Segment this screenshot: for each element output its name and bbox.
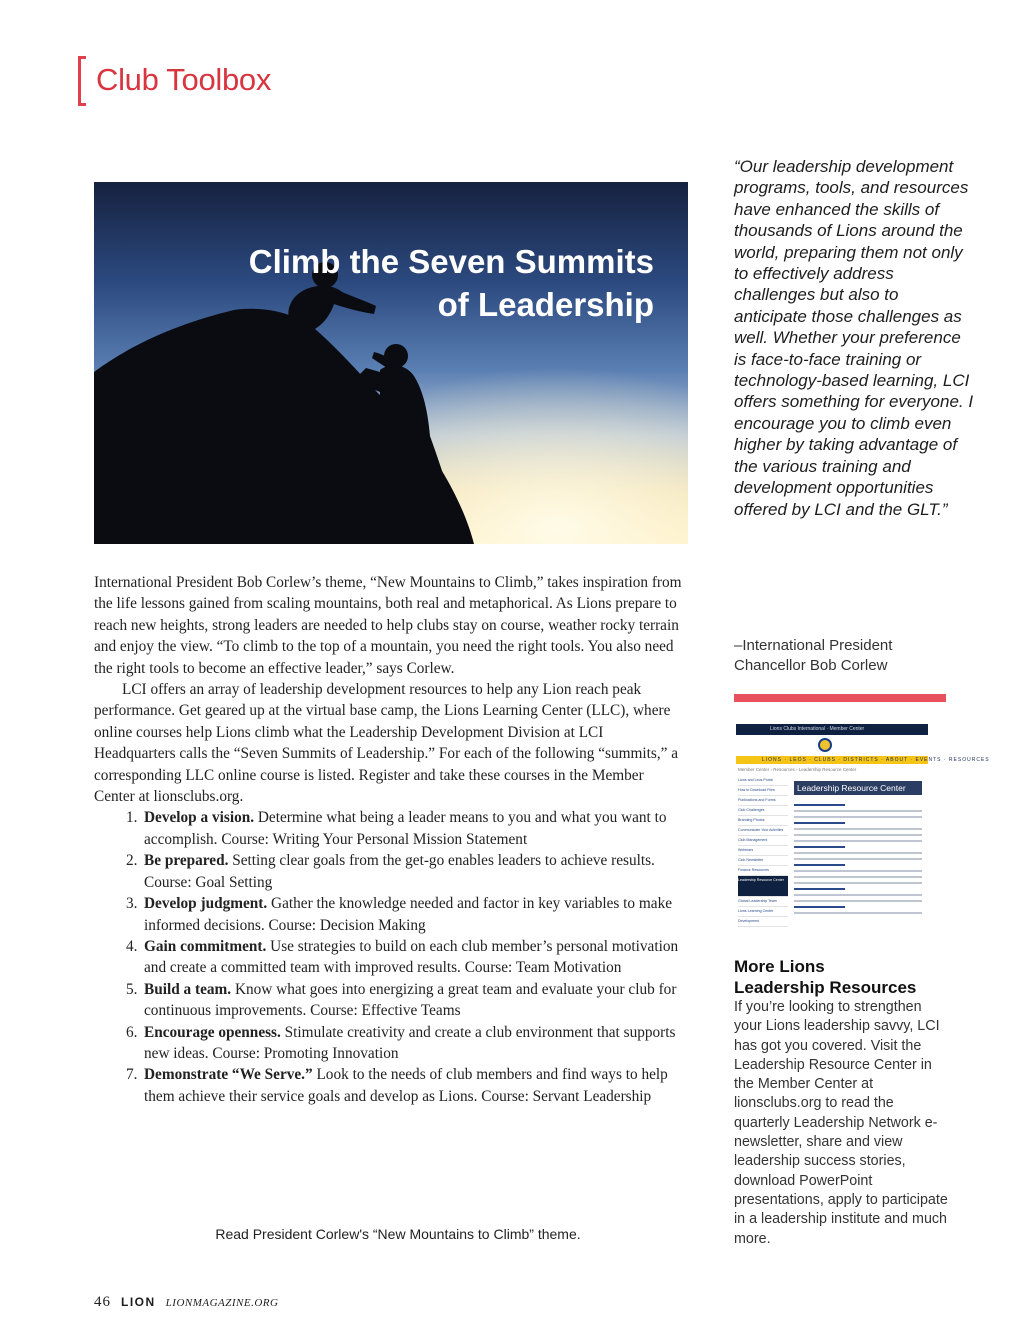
summit-text: Look to the needs of club members and find ways to help them achieve their service goals and develop as Lions. Course: Servant Leadership (144, 1066, 668, 1105)
summit-title: Be prepared. (144, 852, 229, 870)
screenshot-content (794, 804, 922, 918)
article-paragraph-2: LCI offers an array of leadership development resources to help any Lion reach peak performance. Get geared up at the virtual base camp, the Lions Learning Center (LLC), where online courses help Lions climb what the Leadership Development Division at LCI Headquarters calls the “Seven Summits of Leadership.” For each of the following “summits,” a corresponding LLC online course is listed. Register and take these courses in the Member Center at lionsclubs.org. (94, 681, 679, 806)
attribution-line-1: –International President (734, 637, 893, 654)
website-screenshot (736, 724, 990, 924)
section-title: Club Toolbox (96, 62, 272, 97)
quote-attribution (734, 636, 964, 675)
summit-title: Develop a vision. (144, 809, 255, 827)
summit-item (94, 1064, 686, 1107)
summit-title: Build a team. (144, 980, 232, 998)
section-bracket (78, 56, 86, 106)
screenshot-navbar: LIONS · LEOS · CLUBS · DISTRICTS · ABOUT · EVENTS · RESOURCES (736, 756, 928, 764)
magazine-website[interactable]: LIONMAGAZINE.ORG (165, 1297, 279, 1309)
summit-number: 4. (126, 937, 138, 955)
summit-text: Setting clear goals from the get-go enables leaders to achieve results. Course: Goal Setting (144, 852, 655, 891)
article-body (94, 572, 686, 1107)
hero-title-line1: Climb the Seven Summits (248, 243, 654, 280)
summit-item (94, 893, 686, 936)
summit-item (94, 979, 686, 1022)
theme-link-caption[interactable]: Read President Corlew's “New Mountains to Climb” theme. (215, 1226, 581, 1242)
more-heading-line-1: More Lions (734, 957, 825, 976)
summit-text: Gather the knowledge needed and factor in key variables to make informed decisions. Course: Decision Making (144, 895, 673, 934)
page-footer (94, 1294, 278, 1311)
article-paragraph-1: International President Bob Corlew’s theme, “New Mountains to Climb,” takes inspiration from the life lessons gained from scaling mountains, both real and metaphorical. As Lions prepare to reach new heights, strong leaders are needed to help clubs stay on course, weather rocky terrain and enjoy the view. “To climb to the top of a mountain, you need the right tools. You also need the right tools to become an effective leader,” says Corlew. (94, 574, 682, 677)
summit-item (94, 1022, 686, 1065)
summit-title: Gain commitment. (144, 937, 267, 955)
page-number: 46 (94, 1294, 111, 1310)
summit-title: Demonstrate “We Serve.” (144, 1066, 313, 1084)
summit-text: Determine what being a leader means to you and what you want to accomplish. Course: Writing Your Personal Mission Statement (144, 809, 667, 848)
summit-item (94, 936, 686, 979)
screenshot-sidebar: Lions and Leos Portal How to Download Files Publications and Forms Club Challenges Branding Photos Communicate Your Activities Club Management Webinars Club Newsletter Finance Resources Leadership Resource Center Global Leadership Team Lions Learning Center Development (738, 776, 788, 922)
hero-image (94, 182, 688, 544)
hero-title-line2: of Leadership (437, 286, 654, 323)
summit-number: 1. (126, 809, 138, 827)
summits-list (94, 807, 686, 1107)
summit-text: Know what goes into energizing a great team and evaluate your club for continuous improvements. Course: Effective Teams (144, 980, 677, 1020)
attribution-line-2: Chancellor Bob Corlew (734, 656, 888, 674)
screenshot-banner: Leadership Resource Center (794, 781, 922, 795)
hero-title (249, 240, 654, 326)
screenshot-topbar: Lions Clubs International · Member Center (736, 724, 928, 735)
more-resources-text: If you’re looking to strengthen your Lions leadership savvy, LCI has got you covered. Visit the Leadership Resource Center in the Member Center at lionsclubs.org to read the quarterly Leadership Network e-newsletter, share and view leadership success stories, download PowerPoint presentations, apply to participate in a leadership institute and much more. (734, 999, 948, 1247)
summit-number: 6. (126, 1023, 138, 1041)
summit-title: Encourage openness. (144, 1023, 281, 1041)
sidebar-divider (734, 694, 946, 702)
summit-number: 5. (126, 980, 138, 998)
more-resources-heading (734, 956, 916, 998)
summit-number: 3. (126, 895, 138, 913)
screenshot-breadcrumb: Member Center › Resources › Leadership Resource Center (738, 767, 857, 772)
lions-logo-icon (818, 738, 832, 752)
summit-item (94, 850, 686, 893)
summit-number: 7. (126, 1066, 138, 1084)
more-heading-line-2: Leadership Resources (734, 978, 917, 997)
summit-item (94, 807, 686, 850)
summit-text: Use strategies to build on each club member’s personal motivation and create a committed team with improved results. Course: Team Motivation (144, 937, 679, 977)
pull-quote: “Our leadership development programs, tools, and resources have enhanced the skills of thousands of Lions around the world, preparing them not only to effectively address challenges but also to anticipate those challenges as well. Whether your preference is face-to-face training or technology-based learning, LCI offers something for everyone. I encourage you to climb even higher by taking advantage of the various training and development opportunities offered by LCI and the GLT.” (734, 157, 974, 519)
magazine-brand: LION (121, 1295, 156, 1309)
summit-number: 2. (126, 852, 138, 870)
summit-text: Stimulate creativity and create a club environment that supports new ideas. Course: Promoting Innovation (144, 1023, 676, 1062)
summit-title: Develop judgment. (144, 895, 268, 913)
climbers-silhouette (94, 182, 688, 544)
